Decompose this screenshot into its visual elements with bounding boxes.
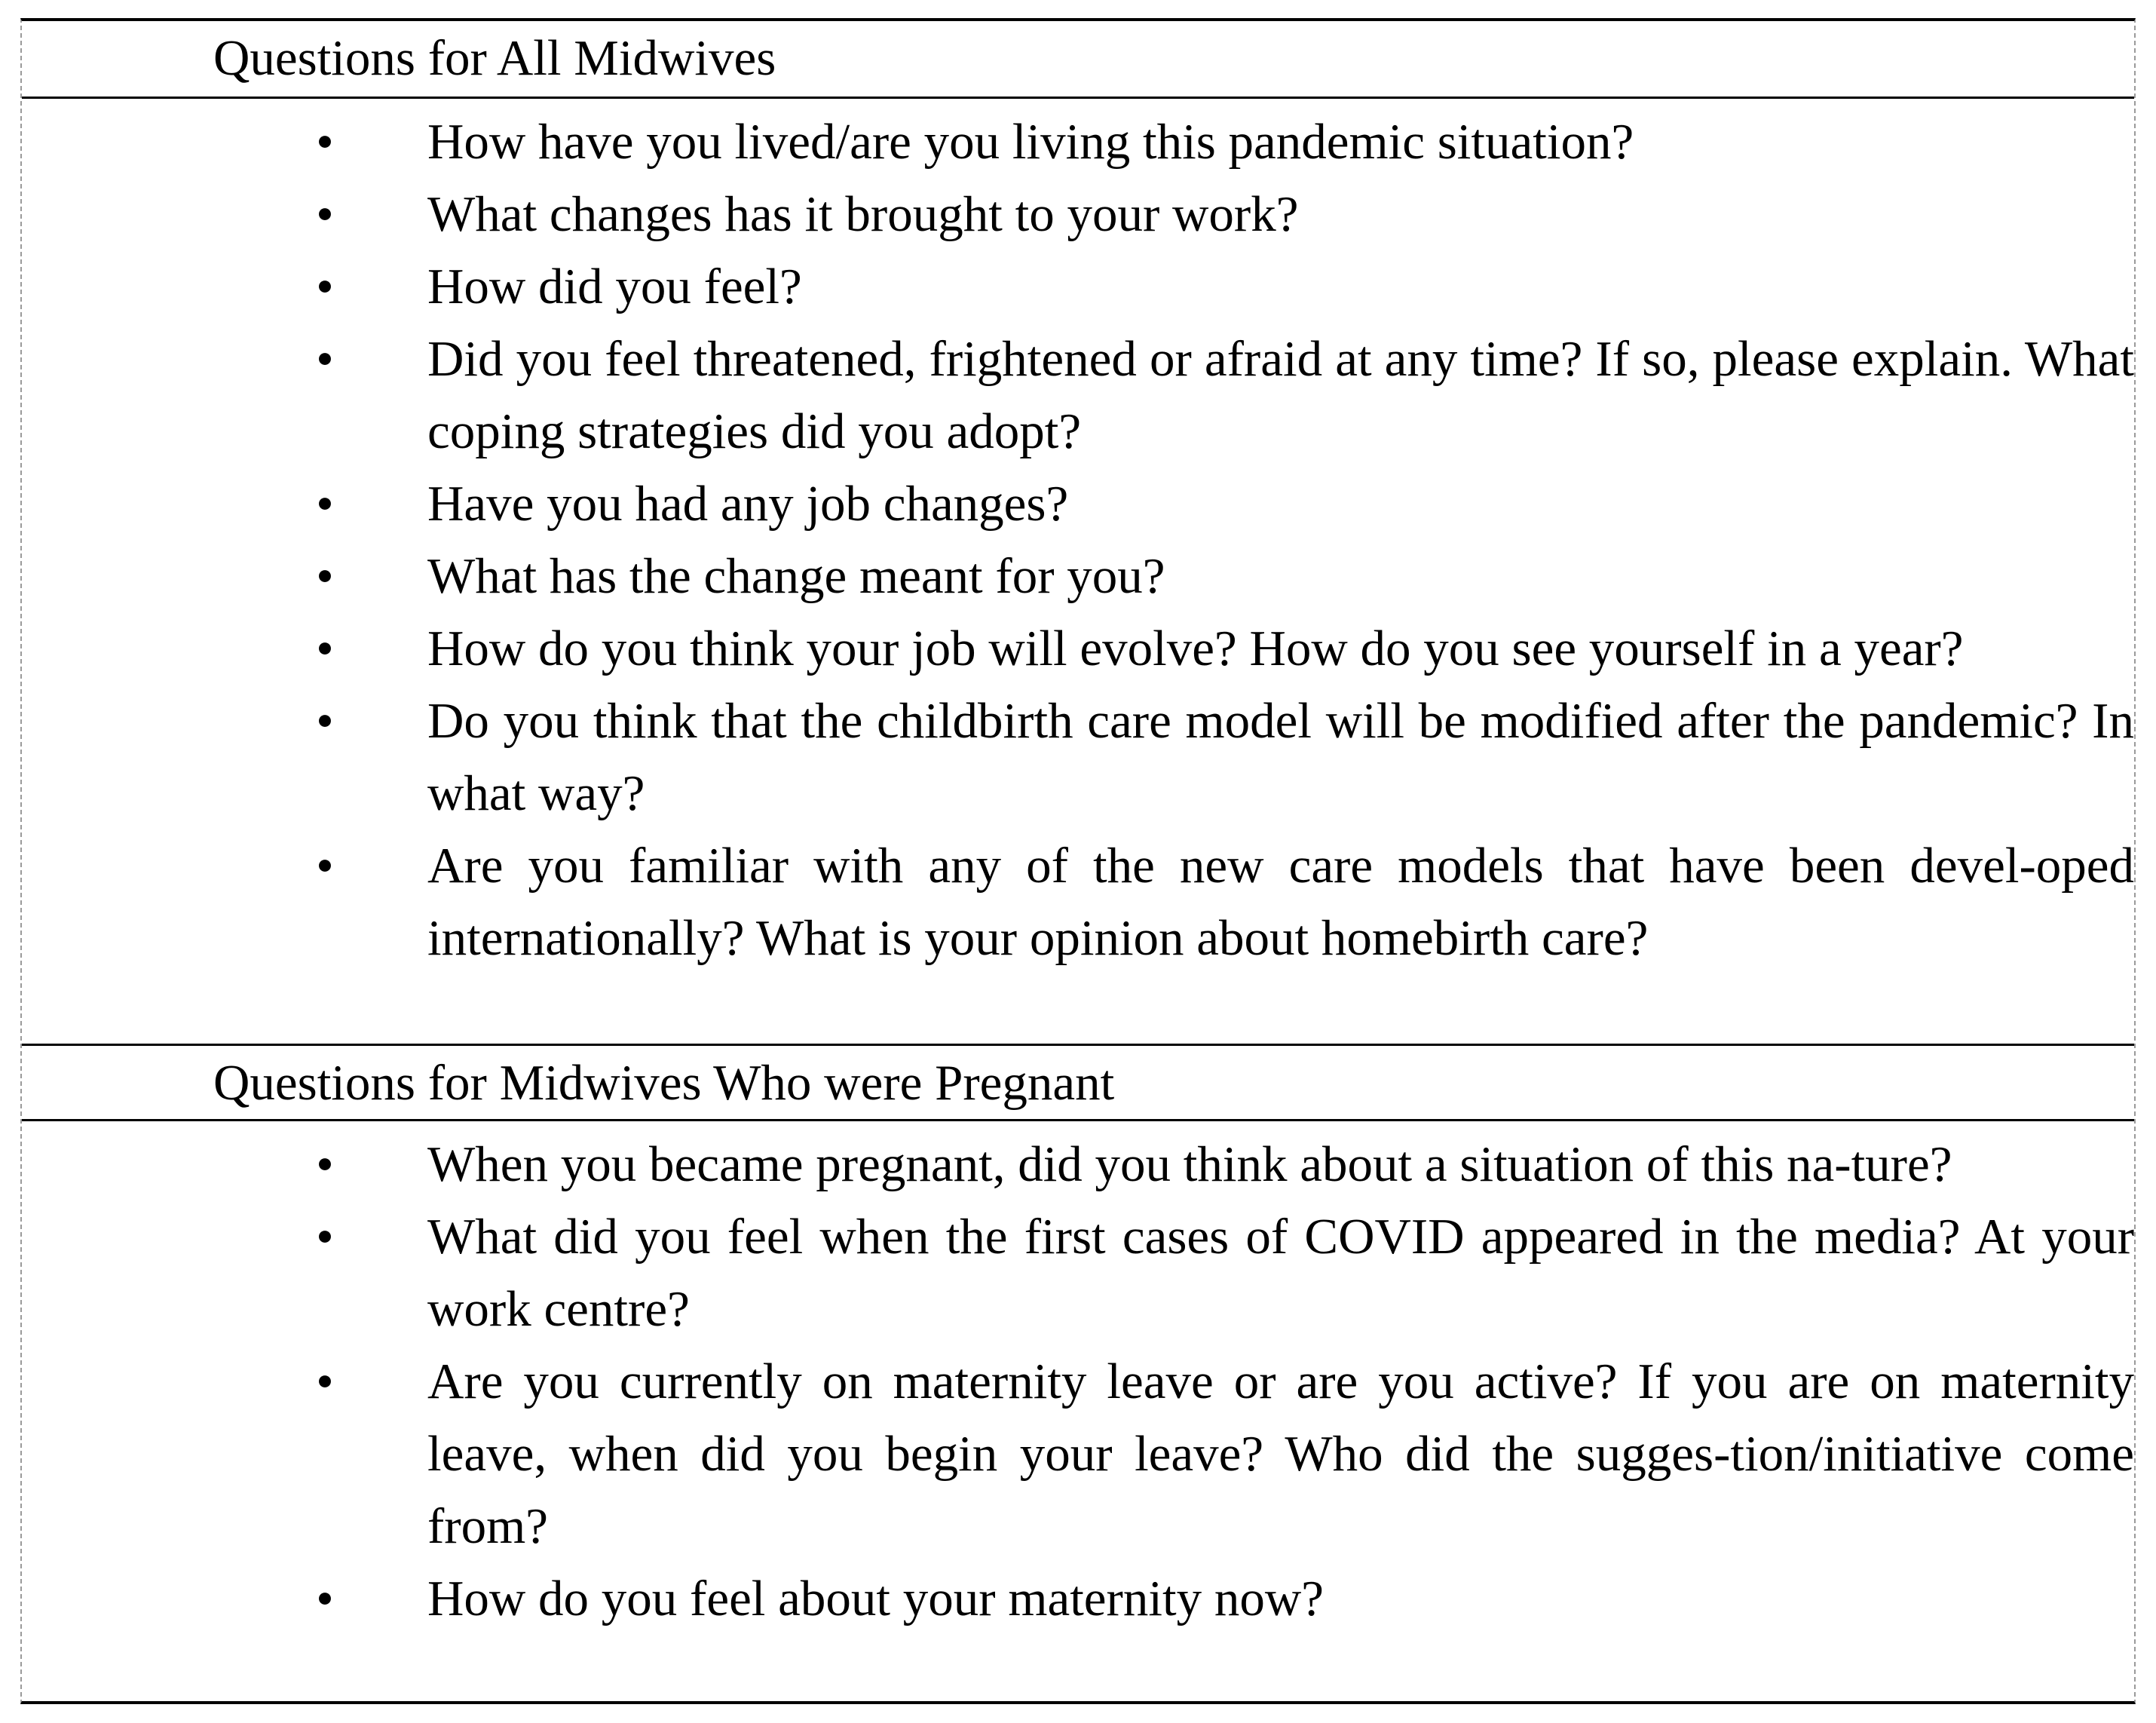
question-item [22, 540, 2134, 612]
question-item [22, 468, 2134, 540]
questions-table [20, 18, 2136, 1704]
bullet-icon: • [316, 693, 334, 749]
question-item [22, 250, 2134, 323]
question-text: Have you had any job changes? [427, 476, 1069, 532]
bullet-icon: • [316, 331, 334, 387]
question-text: How do you think your job will evolve? How do you see yourself in a year? [427, 621, 1964, 676]
question-list-all-midwives [22, 106, 2134, 974]
question-item [22, 178, 2134, 250]
bullet-icon: • [316, 621, 334, 676]
header-divider [22, 97, 2134, 99]
bullet-icon: • [316, 186, 334, 242]
question-text: Are you currently on maternity leave or are you active? If you are on maternity leave, when did you begin your leave? Who did the sugges-tion/initiative come from? [427, 1354, 2134, 1554]
question-item [22, 1200, 2134, 1345]
question-item [22, 829, 2134, 974]
bullet-icon: • [316, 1209, 334, 1265]
bullet-icon: • [316, 259, 334, 314]
question-item [22, 1562, 2134, 1635]
bullet-icon: • [316, 1571, 334, 1626]
question-text: Do you think that the childbirth care model will be modified after the pandemic? In what way? [427, 693, 2134, 821]
section-header-all-midwives: Questions for All Midwives [213, 30, 776, 86]
header-divider [22, 1119, 2134, 1121]
question-item [22, 685, 2134, 829]
bullet-icon: • [316, 1354, 334, 1409]
question-item [22, 323, 2134, 468]
bullet-icon: • [316, 114, 334, 170]
bullet-icon: • [316, 476, 334, 532]
question-text: How did you feel? [427, 259, 802, 314]
question-text: What changes has it brought to your work? [427, 186, 1299, 242]
bullet-icon: • [316, 838, 334, 894]
question-list-pregnant-midwives [22, 1128, 2134, 1635]
question-text: How have you lived/are you living this pandemic situation? [427, 114, 1634, 170]
question-item [22, 106, 2134, 178]
question-text: Did you feel threatened, frightened or afraid at any time? If so, please explain. What coping strategies did you adopt? [427, 331, 2134, 459]
bullet-icon: • [316, 548, 334, 604]
question-text: What has the change meant for you? [427, 548, 1165, 604]
question-item [22, 1128, 2134, 1200]
question-text: When you became pregnant, did you think about a situation of this na-ture? [427, 1136, 1952, 1192]
bullet-icon: • [316, 1136, 334, 1192]
question-item [22, 612, 2134, 685]
section-header-pregnant-midwives: Questions for Midwives Who were Pregnant [22, 1044, 2134, 1117]
question-text: Are you familiar with any of the new care models that have been devel-oped internationally? What is your opinion about homebirth care? [427, 838, 2134, 966]
question-text: How do you feel about your maternity now? [427, 1571, 1324, 1626]
question-item [22, 1345, 2134, 1562]
question-text: What did you feel when the first cases of COVID appeared in the media? At your work centre? [427, 1209, 2134, 1337]
